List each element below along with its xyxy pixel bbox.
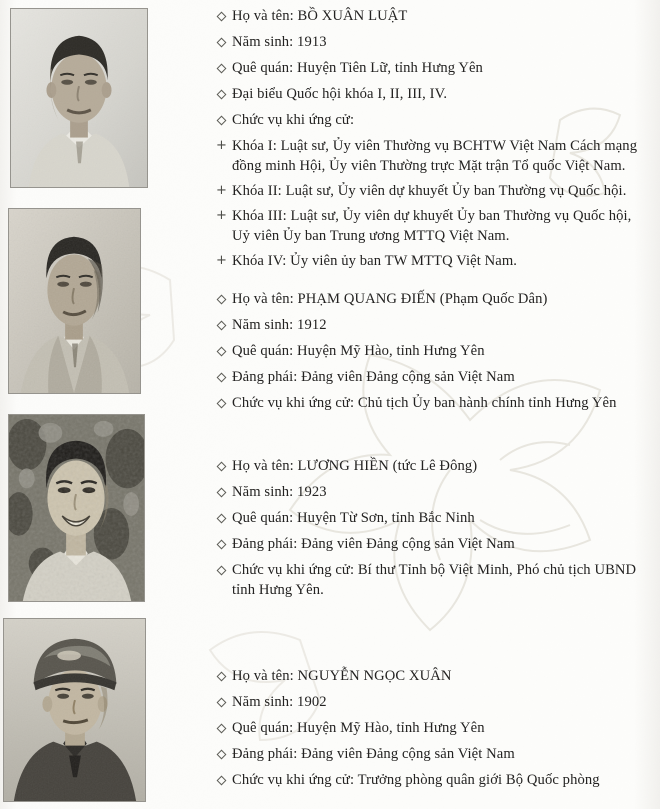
entry-bo-xuan-luat xyxy=(216,6,646,276)
diamond-bullet-icon xyxy=(216,32,232,53)
diamond-bullet-icon xyxy=(216,341,232,362)
portrait-photo-bo-xuan-luat xyxy=(10,8,148,188)
diamond-bullet-icon xyxy=(216,718,232,739)
field-text-birth-year: Năm sinh: 1902 xyxy=(232,694,327,710)
portrait-illustration xyxy=(11,9,147,187)
diamond-bullet-icon xyxy=(216,482,232,503)
field-row-birth-year xyxy=(216,482,646,503)
field-row-name xyxy=(216,666,646,687)
field-text-name: Họ và tên: PHẠM QUANG ĐIẾN (Phạm Quốc Dân) xyxy=(232,291,548,307)
diamond-bullet-icon xyxy=(216,315,232,336)
diamond-bullet-icon xyxy=(216,508,232,529)
field-row-hometown xyxy=(216,341,646,362)
field-text-party: Đảng phái: Đảng viên Đảng cộng sản Việt Nam xyxy=(232,536,515,552)
field-text-term-2: Khóa II: Luật sư, Ủy viên dự khuyết Ủy ban Thường vụ Quốc hội. xyxy=(232,183,627,199)
diamond-bullet-icon xyxy=(216,58,232,79)
field-row-hometown xyxy=(216,58,646,79)
field-text-term-4: Khóa IV: Ủy viên ủy ban TW MTTQ Việt Nam. xyxy=(232,253,518,269)
field-row-position xyxy=(216,393,646,414)
diamond-bullet-icon xyxy=(216,770,232,791)
plus-bullet: + xyxy=(216,253,227,268)
field-row-party xyxy=(216,744,646,765)
field-text-party: Đảng phái: Đảng viên Đảng cộng sản Việt Nam xyxy=(232,369,515,385)
field-text-hometown: Quê quán: Huyện Mỹ Hào, tỉnh Hưng Yên xyxy=(232,343,485,359)
field-text-position: Chức vụ khi ứng cử: Chủ tịch Ủy ban hành chính tỉnh Hưng Yên xyxy=(232,395,617,411)
entry-luong-hien xyxy=(216,456,646,605)
diamond-bullet-icon xyxy=(216,6,232,27)
field-text-name: Họ và tên: LƯƠNG HIỀN (tức Lê Đông) xyxy=(232,458,478,474)
portrait-photo-pham-quang-dien xyxy=(8,208,141,394)
plus-bullet: + xyxy=(216,208,227,223)
diamond-bullet-icon xyxy=(216,110,232,131)
field-text-position: Chức vụ khi ứng cử: xyxy=(232,112,355,128)
diamond-bullet-icon xyxy=(216,744,232,765)
field-text-position: Chức vụ khi ứng cử: Bí thư Tỉnh bộ Việt Minh, Phó chủ tịch UBND tỉnh Hưng Yên. xyxy=(232,562,637,598)
diamond-bullet-icon xyxy=(216,393,232,414)
field-row-hometown xyxy=(216,718,646,739)
entry-pham-quang-dien xyxy=(216,289,646,419)
field-text-term-1: Khóa I: Luật sư, Ủy viên Thường vụ BCHTW Việt Nam Cách mạng đồng minh Hội, Ủy viên Thường trực Mặt trận Tổ quốc Việt Nam. xyxy=(232,138,638,174)
field-text-term-3: Khóa III: Luật sư, Ủy viên dự khuyết Ủy ban Thường vụ Quốc hội, Uỷ viên Ủy ban Trung ương MTTQ Việt Nam. xyxy=(232,208,632,244)
field-text-hometown: Quê quán: Huyện Mỹ Hào, tỉnh Hưng Yên xyxy=(232,720,485,736)
field-row-term-1 xyxy=(216,136,646,176)
field-row-party xyxy=(216,367,646,388)
field-row-birth-year xyxy=(216,315,646,336)
field-text-name: Họ và tên: BỒ XUÂN LUẬT xyxy=(232,8,408,24)
field-row-name xyxy=(216,289,646,310)
diamond-bullet-icon xyxy=(216,84,232,105)
field-row-position xyxy=(216,560,646,600)
field-text-hometown: Quê quán: Huyện Từ Sơn, tỉnh Bắc Ninh xyxy=(232,510,475,526)
field-text-name: Họ và tên: NGUYỄN NGỌC XUÂN xyxy=(232,668,452,684)
field-row-term-3 xyxy=(216,206,646,246)
field-row-name xyxy=(216,6,646,27)
field-text-birth-year: Năm sinh: 1912 xyxy=(232,317,327,333)
field-row-birth-year xyxy=(216,692,646,713)
diamond-bullet-icon xyxy=(216,666,232,687)
field-text-position: Chức vụ khi ứng cử: Trưởng phòng quân giới Bộ Quốc phòng xyxy=(232,772,600,788)
field-row-name xyxy=(216,456,646,477)
field-row-hometown xyxy=(216,508,646,529)
field-text-hometown: Quê quán: Huyện Tiên Lữ, tỉnh Hưng Yên xyxy=(232,60,483,76)
field-text-birth-year: Năm sinh: 1913 xyxy=(232,34,327,50)
field-row-birth-year xyxy=(216,32,646,53)
field-row-position xyxy=(216,770,646,791)
diamond-bullet-icon xyxy=(216,560,232,600)
diamond-bullet-icon xyxy=(216,456,232,477)
portrait-illustration xyxy=(9,209,140,393)
portrait-photo-luong-hien xyxy=(8,414,145,602)
diamond-bullet-icon xyxy=(216,534,232,555)
entry-nguyen-ngoc-xuan xyxy=(216,666,646,796)
diamond-bullet-icon xyxy=(216,692,232,713)
portrait-illustration xyxy=(9,415,144,601)
plus-bullet: + xyxy=(216,183,227,198)
field-text-birth-year: Năm sinh: 1923 xyxy=(232,484,327,500)
field-row-term-4 xyxy=(216,251,646,271)
field-row-position xyxy=(216,110,646,131)
plus-bullet: + xyxy=(216,138,227,153)
portrait-illustration xyxy=(4,619,145,801)
portrait-photo-nguyen-ngoc-xuan xyxy=(3,618,146,802)
field-row-delegate xyxy=(216,84,646,105)
field-row-party xyxy=(216,534,646,555)
diamond-bullet-icon xyxy=(216,289,232,310)
field-row-term-2 xyxy=(216,181,646,201)
field-text-party: Đảng phái: Đảng viên Đảng cộng sản Việt Nam xyxy=(232,746,515,762)
diamond-bullet-icon xyxy=(216,367,232,388)
field-text-delegate: Đại biểu Quốc hội khóa I, II, III, IV. xyxy=(232,86,448,102)
